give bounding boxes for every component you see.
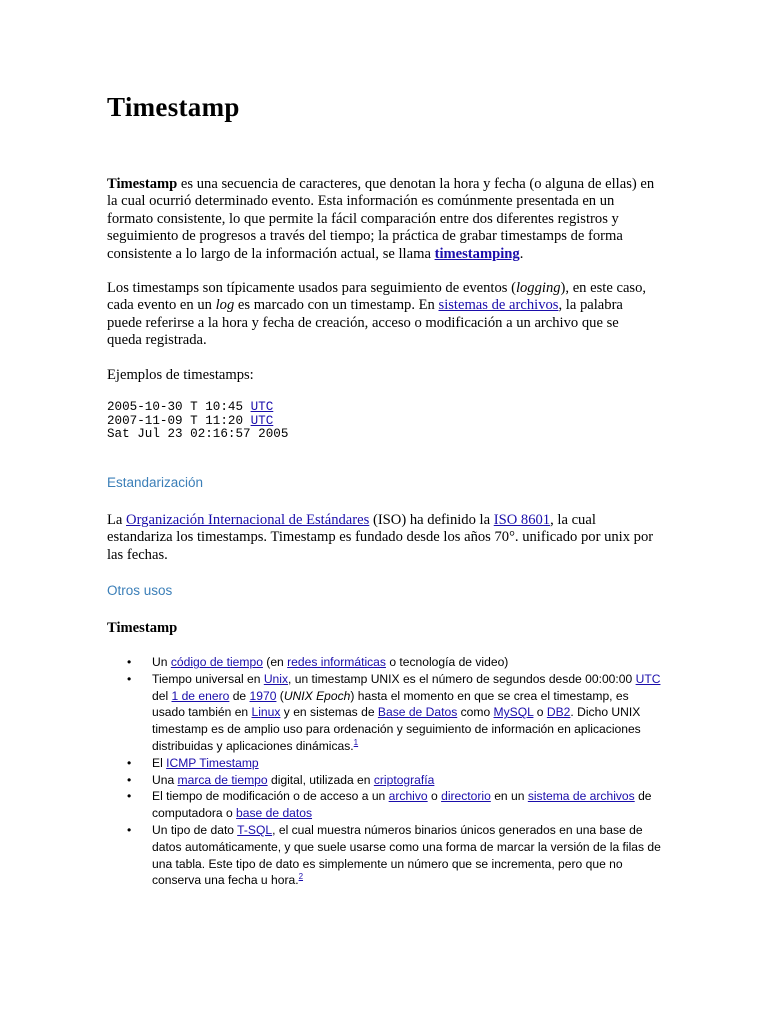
base-de-datos-link-2[interactable]: base de datos xyxy=(236,806,313,821)
sistemas-de-archivos-link[interactable]: sistemas de archivos xyxy=(438,297,559,314)
li2-text-2: , un timestamp UNIX es el número de segundos desde 00:00:00 xyxy=(288,671,636,686)
page-title: Timestamp xyxy=(107,92,240,122)
utc-link-1[interactable]: UTC xyxy=(250,400,274,414)
li2-text-10: . Dicho UNIX timestamp es de amplio uso para ordenación y seguimiento de información en aplicaciones distribuidas y aplicaciones dinámicas. xyxy=(152,705,641,753)
uses-list xyxy=(107,654,662,889)
utc-link-3[interactable]: UTC xyxy=(635,671,661,686)
li5-text-4: de computadora o xyxy=(152,789,652,821)
list-item xyxy=(107,755,662,772)
1-de-enero-link[interactable]: 1 de enero xyxy=(171,688,230,703)
list-item xyxy=(107,654,662,671)
usage-text-2: ), en este caso, cada evento en un xyxy=(107,280,647,314)
marca-de-tiempo-link[interactable]: marca de tiempo xyxy=(177,772,268,787)
intro-end: . xyxy=(519,245,524,262)
li1-text-3: o tecnología de video) xyxy=(385,655,509,669)
usage-text-3: es marcado con un timestamp. En xyxy=(234,297,439,314)
t-sql-link[interactable]: T-SQL xyxy=(237,822,273,837)
usage-text-4: , la palabra puede referirse a la hora y fecha de creación, acceso o modificación a un archivo que se queda registrada. xyxy=(107,297,623,349)
li2-text-6: ) hasta el momento en que se crea el timestamp, es usado también en xyxy=(152,688,629,720)
li6-text-1: Un tipo de dato xyxy=(152,822,238,837)
section-heading-estandarizacion: Estandarización xyxy=(107,475,204,490)
li1-text-2: (en xyxy=(262,655,288,669)
li2-text-8: como xyxy=(457,705,494,720)
li2-text-5: ( xyxy=(276,688,284,703)
li5-text-1: El tiempo de modificación o de acceso a un xyxy=(152,789,389,804)
subheading-timestamp: Timestamp xyxy=(107,620,178,636)
li2-text-3: del xyxy=(152,688,172,703)
examples-label: Ejemplos de timestamps: xyxy=(107,367,254,383)
footnote-2-link[interactable]: 2 xyxy=(298,872,304,882)
unix-epoch-em: UNIX Epoch xyxy=(283,688,351,703)
example-line-3: Sat Jul 23 02:16:57 2005 xyxy=(107,427,289,442)
base-de-datos-link[interactable]: Base de Datos xyxy=(377,705,458,720)
footnote-ref xyxy=(299,872,303,881)
example-line-2: 2007-11-09 T 11:20 xyxy=(107,413,251,428)
criptografia-link[interactable]: criptografía xyxy=(373,772,435,787)
list-item xyxy=(107,788,662,822)
li1-text-1: Un xyxy=(152,655,171,669)
example-line-1: 2005-10-30 T 10:45 xyxy=(107,400,251,414)
codigo-de-tiempo-link[interactable]: código de tiempo xyxy=(170,655,263,669)
li4-text-1: Una xyxy=(152,772,178,787)
li2-text-9: o xyxy=(533,705,547,720)
archivo-link[interactable]: archivo xyxy=(388,789,428,804)
li5-text-3: en un xyxy=(490,789,528,804)
list-item xyxy=(107,671,662,755)
std-text-3: , la cual estandariza los timestamps. Timestamp es fundado desde los años 70°. unificado por unix por las fechas. xyxy=(107,512,654,563)
li3-text-1: El xyxy=(152,755,167,770)
timestamping-link[interactable]: timestamping xyxy=(434,245,520,262)
usage-em-logging: logging xyxy=(515,280,561,296)
intro-text: es una secuencia de caracteres, que denotan la hora y fecha (o alguna de ellas) en la cual ocurrió determinado evento. Esta información es comúnmente presentada en un formato consistente, lo que permite la fácil comparación entre dos diferentes registros y seguimiento de progresos a través del tiempo; la práctica de grabar timestamps de forma consistente a lo largo de la información actual, se llama xyxy=(107,176,655,262)
intro-paragraph xyxy=(107,176,662,263)
examples-block xyxy=(107,401,288,442)
sistema-de-archivos-link[interactable]: sistema de archivos xyxy=(527,789,635,804)
list-item xyxy=(107,822,662,889)
iso-org-link[interactable]: Organización Internacional de Estándares xyxy=(126,512,370,528)
li6-text-2: , el cual muestra números binarios únicos generados en una base de datos automáticamente, y que suele usarse como una forma de marcar la versión de la filas de una tabla. Este tipo de dato es simplemente un número que se incrementa, pero que no conserva una fecha u hora. xyxy=(152,822,661,888)
usage-em-log: log xyxy=(215,297,235,314)
utc-link-2[interactable]: UTC xyxy=(250,413,274,428)
usage-text-1: Los timestamps son típicamente usados para seguimiento de eventos ( xyxy=(107,280,516,296)
li4-text-2: digital, utilizada en xyxy=(267,772,374,787)
redes-informaticas-link[interactable]: redes informáticas xyxy=(287,655,386,669)
footnote-ref xyxy=(354,738,358,747)
std-text-2: (ISO) ha definido la xyxy=(369,512,494,528)
standardization-paragraph xyxy=(107,512,657,564)
icmp-timestamp-link[interactable]: ICMP Timestamp xyxy=(166,755,259,770)
mysql-link[interactable]: MySQL xyxy=(493,705,534,720)
directorio-link[interactable]: directorio xyxy=(441,789,491,804)
li2-text-4: de xyxy=(229,688,250,703)
iso-8601-link[interactable]: ISO 8601 xyxy=(493,512,551,528)
li5-text-2: o xyxy=(427,789,442,804)
db2-link[interactable]: DB2 xyxy=(546,705,571,720)
section-heading-otros-usos: Otros usos xyxy=(107,583,173,598)
intro-bold-term: Timestamp xyxy=(107,176,178,192)
std-text-1: La xyxy=(107,512,127,528)
list-item xyxy=(107,772,662,789)
usage-paragraph xyxy=(107,280,647,350)
li2-text-1: Tiempo universal en xyxy=(152,671,264,686)
unix-link[interactable]: Unix xyxy=(263,671,289,686)
linux-link[interactable]: Linux xyxy=(251,705,281,720)
1970-link[interactable]: 1970 xyxy=(249,688,277,703)
li2-text-7: y en sistemas de xyxy=(280,705,378,720)
footnote-1-link[interactable]: 1 xyxy=(353,737,359,747)
